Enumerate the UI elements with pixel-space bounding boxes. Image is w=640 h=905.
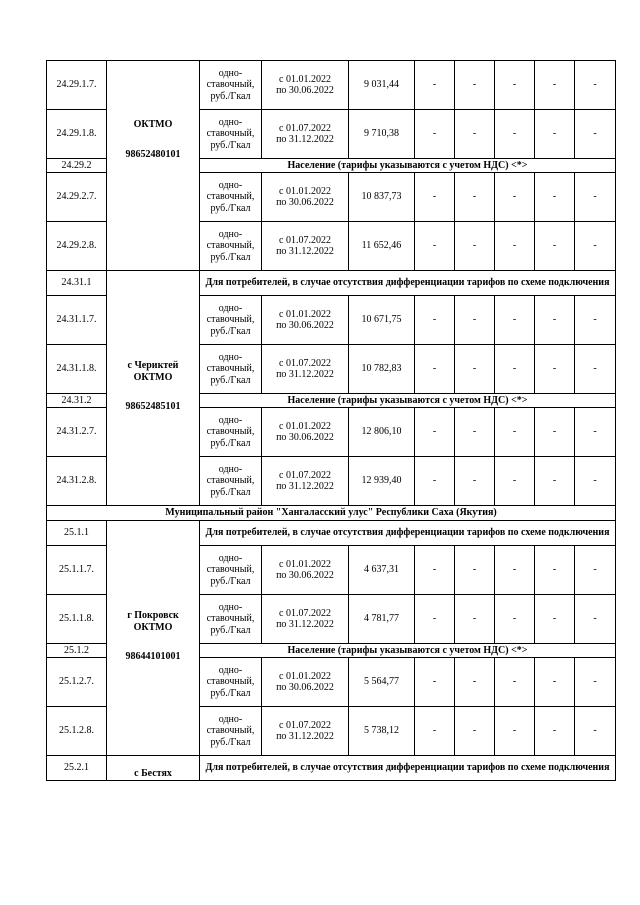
empty-value: -: [415, 222, 455, 271]
row-code: 24.31.2.8.: [47, 457, 107, 506]
empty-value: -: [415, 110, 455, 159]
oktmo-code: 98652480101: [125, 148, 181, 160]
tariff-value: 9 710,38: [349, 110, 415, 159]
tariff-type: одно- ставочный, руб./Гкал: [200, 707, 262, 756]
row-code: 25.1.1: [47, 521, 107, 546]
empty-value: -: [535, 658, 575, 707]
empty-value: -: [495, 408, 535, 457]
empty-value: -: [535, 546, 575, 595]
tariff-value: 12 806,10: [349, 408, 415, 457]
row-code: 24.29.2: [47, 159, 107, 173]
table-row: [47, 756, 616, 781]
section-heading: Для потребителей, в случае отсутствия дифференциации тарифов по схеме подключения: [200, 756, 616, 781]
row-code: 25.1.1.7.: [47, 546, 107, 595]
settlement-cell: [107, 61, 200, 271]
settlement-cell: [107, 271, 200, 506]
empty-value: -: [535, 345, 575, 394]
empty-value: -: [455, 222, 495, 271]
tariff-type: одно- ставочный, руб./Гкал: [200, 61, 262, 110]
oktmo-label: ОКТМО: [133, 371, 173, 383]
settlement-info: [107, 610, 199, 663]
tariff-period: с 01.07.2022 по 31.12.2022: [262, 345, 349, 394]
tariff-type: одно- ставочный, руб./Гкал: [200, 408, 262, 457]
tariff-type: одно- ставочный, руб./Гкал: [200, 457, 262, 506]
empty-value: -: [535, 707, 575, 756]
empty-value: -: [415, 408, 455, 457]
empty-value: -: [415, 546, 455, 595]
empty-value: -: [535, 61, 575, 110]
tariff-period: с 01.01.2022 по 30.06.2022: [262, 296, 349, 345]
table-row: [47, 506, 616, 521]
empty-value: -: [575, 61, 616, 110]
empty-value: -: [415, 457, 455, 506]
empty-value: -: [415, 61, 455, 110]
tariff-value: 9 031,44: [349, 61, 415, 110]
empty-value: -: [535, 173, 575, 222]
empty-value: -: [575, 707, 616, 756]
section-heading: Население (тарифы указываются с учетом НДС) <*>: [200, 159, 616, 173]
empty-value: -: [455, 595, 495, 644]
tariff-value: 5 738,12: [349, 707, 415, 756]
empty-value: -: [455, 345, 495, 394]
row-code: 25.1.1.8.: [47, 595, 107, 644]
row-code: 24.31.1: [47, 271, 107, 296]
row-code: 24.29.2.8.: [47, 222, 107, 271]
row-code: 25.1.2.7.: [47, 658, 107, 707]
section-heading: Население (тарифы указываются с учетом НДС) <*>: [200, 394, 616, 408]
settlement-info: [107, 768, 199, 780]
empty-value: -: [535, 110, 575, 159]
row-code: 25.2.1: [47, 756, 107, 781]
empty-value: -: [495, 658, 535, 707]
empty-value: -: [495, 457, 535, 506]
empty-value: -: [415, 345, 455, 394]
oktmo-code: 98652485101: [125, 401, 181, 412]
row-code: 24.31.1.8.: [47, 345, 107, 394]
empty-value: -: [455, 296, 495, 345]
empty-value: -: [535, 595, 575, 644]
tariff-value: 12 939,40: [349, 457, 415, 506]
tariff-value: 10 671,75: [349, 296, 415, 345]
empty-value: -: [575, 408, 616, 457]
settlement-name: с Чериктей: [127, 360, 179, 371]
tariff-period: с 01.01.2022 по 30.06.2022: [262, 408, 349, 457]
tariff-value: 5 564,77: [349, 658, 415, 707]
empty-value: -: [495, 595, 535, 644]
empty-value: -: [575, 173, 616, 222]
empty-value: -: [415, 707, 455, 756]
empty-value: -: [455, 110, 495, 159]
settlement-info: [107, 360, 199, 413]
tariff-period: с 01.01.2022 по 30.06.2022: [262, 546, 349, 595]
settlement-name: г Покровск: [127, 610, 179, 621]
table-row: [47, 521, 616, 546]
table-row: [47, 271, 616, 296]
empty-value: -: [575, 546, 616, 595]
tariff-period: с 01.07.2022 по 31.12.2022: [262, 110, 349, 159]
empty-value: -: [495, 296, 535, 345]
settlement-name: с Бестях: [134, 768, 172, 779]
municipality-heading: Муниципальный район "Хангаласский улус" Республики Саха (Якутия): [47, 506, 616, 521]
row-code: 24.31.2: [47, 394, 107, 408]
row-code: 24.29.2.7.: [47, 173, 107, 222]
oktmo-label: ОКТМО: [133, 119, 173, 130]
empty-value: -: [575, 595, 616, 644]
tariff-period: с 01.01.2022 по 30.06.2022: [262, 173, 349, 222]
empty-value: -: [455, 408, 495, 457]
tariff-table: [46, 60, 616, 781]
tariff-period: с 01.07.2022 по 31.12.2022: [262, 707, 349, 756]
tariff-type: одно- ставочный, руб./Гкал: [200, 658, 262, 707]
settlement-info: [107, 119, 199, 160]
tariff-value: 4 637,31: [349, 546, 415, 595]
empty-value: -: [415, 658, 455, 707]
row-code: 24.29.1.8.: [47, 110, 107, 159]
tariff-value: 11 652,46: [349, 222, 415, 271]
row-code: 25.1.2.8.: [47, 707, 107, 756]
section-heading: Для потребителей, в случае отсутствия дифференциации тарифов по схеме подключения: [200, 271, 616, 296]
row-code: 24.31.2.7.: [47, 408, 107, 457]
settlement-cell: [107, 521, 200, 756]
tariff-type: одно- ставочный, руб./Гкал: [200, 345, 262, 394]
oktmo-label: ОКТМО: [133, 621, 173, 633]
tariff-value: 10 782,83: [349, 345, 415, 394]
section-heading: Население (тарифы указываются с учетом НДС) <*>: [200, 644, 616, 658]
empty-value: -: [415, 296, 455, 345]
empty-value: -: [535, 296, 575, 345]
tariff-type: одно- ставочный, руб./Гкал: [200, 110, 262, 159]
empty-value: -: [535, 408, 575, 457]
empty-value: -: [495, 222, 535, 271]
tariff-value: 10 837,73: [349, 173, 415, 222]
empty-value: -: [495, 546, 535, 595]
tariff-period: с 01.07.2022 по 31.12.2022: [262, 222, 349, 271]
tariff-type: одно- ставочный, руб./Гкал: [200, 296, 262, 345]
empty-value: -: [495, 110, 535, 159]
empty-value: -: [455, 546, 495, 595]
tariff-type: одно- ставочный, руб./Гкал: [200, 546, 262, 595]
empty-value: -: [495, 345, 535, 394]
empty-value: -: [575, 658, 616, 707]
empty-value: -: [535, 457, 575, 506]
empty-value: -: [575, 345, 616, 394]
empty-value: -: [455, 707, 495, 756]
empty-value: -: [575, 110, 616, 159]
section-heading: Для потребителей, в случае отсутствия дифференциации тарифов по схеме подключения: [200, 521, 616, 546]
empty-value: -: [495, 61, 535, 110]
empty-value: -: [455, 658, 495, 707]
empty-value: -: [415, 173, 455, 222]
row-code: 24.29.1.7.: [47, 61, 107, 110]
row-code: 25.1.2: [47, 644, 107, 658]
tariff-type: одно- ставочный, руб./Гкал: [200, 173, 262, 222]
empty-value: -: [575, 296, 616, 345]
tariff-value: 4 781,77: [349, 595, 415, 644]
empty-value: -: [455, 61, 495, 110]
tariff-period: с 01.07.2022 по 31.12.2022: [262, 595, 349, 644]
tariff-period: с 01.07.2022 по 31.12.2022: [262, 457, 349, 506]
empty-value: -: [575, 222, 616, 271]
row-code: 24.31.1.7.: [47, 296, 107, 345]
tariff-period: с 01.01.2022 по 30.06.2022: [262, 658, 349, 707]
empty-value: -: [455, 457, 495, 506]
tariff-period: с 01.01.2022 по 30.06.2022: [262, 61, 349, 110]
empty-value: -: [495, 173, 535, 222]
table-row: [47, 61, 616, 110]
empty-value: -: [495, 707, 535, 756]
settlement-cell: [107, 756, 200, 781]
oktmo-code: 98644101001: [125, 651, 181, 662]
empty-value: -: [535, 222, 575, 271]
empty-value: -: [455, 173, 495, 222]
empty-value: -: [575, 457, 616, 506]
empty-value: -: [415, 595, 455, 644]
tariff-type: одно- ставочный, руб./Гкал: [200, 595, 262, 644]
tariff-type: одно- ставочный, руб./Гкал: [200, 222, 262, 271]
